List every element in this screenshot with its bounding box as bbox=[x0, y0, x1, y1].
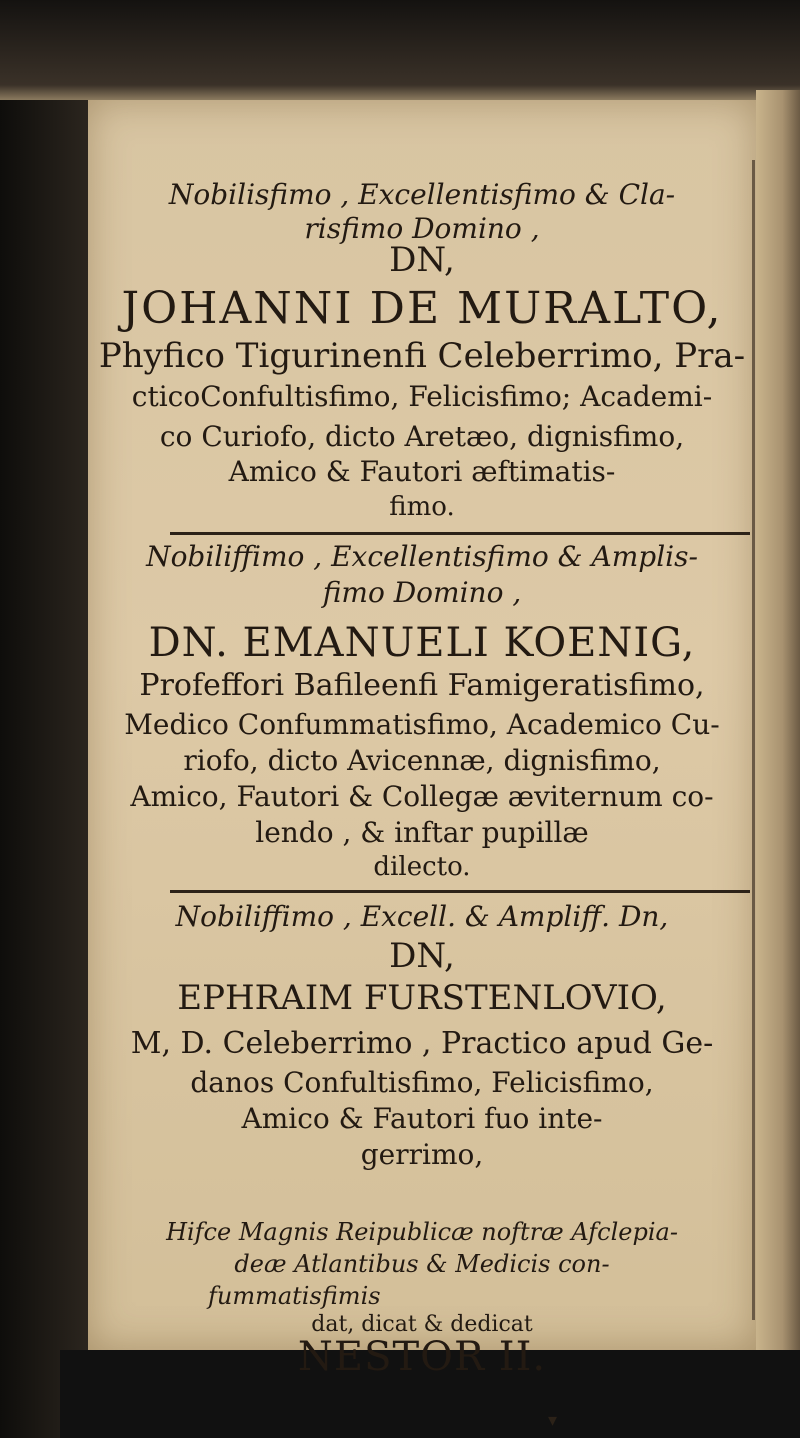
dedication-2-desc-line-4: Amico, Fautori & Collegæ æviternum co- bbox=[130, 780, 714, 813]
dedication-3-desc-line-2: danos Confultisfimo, Felicisfimo, bbox=[190, 1066, 654, 1099]
closing-line-2: deæ Atlantibus & Medicis con- bbox=[234, 1250, 610, 1278]
closing-line-3: fummatisfimis bbox=[208, 1282, 381, 1310]
scan-top-edge bbox=[0, 0, 800, 100]
dedication-2-desc-line-5: lendo , & inftar pupillæ bbox=[255, 816, 589, 849]
page-gutter-line bbox=[752, 160, 755, 1320]
dedication-3-desc-line-4: gerrimo, bbox=[360, 1138, 484, 1171]
dedication-page bbox=[88, 100, 756, 1350]
dedication-2-title-line-1: Nobiliffimo , Excellentisfimo & Amplis- bbox=[146, 540, 698, 573]
dedication-1-title-line-2: risfimo Domino , bbox=[304, 212, 540, 245]
dedication-2-desc-line-2: Medico Confummatisfimo, Academico Cu- bbox=[124, 708, 720, 741]
dedication-1-dn: DN, bbox=[389, 240, 455, 280]
dedication-1-desc-line-4: Amico & Fautori æftimatis- bbox=[228, 455, 616, 488]
section-divider-2 bbox=[170, 890, 750, 893]
dedication-2-desc-line-1: Profeffori Bafileenfi Famigeratisfimo, bbox=[139, 668, 705, 703]
dedication-2-recipient-name: DN. EMANUELI KOENIG, bbox=[148, 620, 696, 666]
dedication-1-desc-line-3: co Curiofo, dicto Aretæo, dignisfimo, bbox=[159, 420, 685, 453]
dedication-2-title-line-2: fimo Domino , bbox=[322, 576, 522, 609]
dedication-3-dn: DN, bbox=[389, 936, 455, 976]
dedication-2-desc-line-3: riofo, dicto Avicennæ, dignisfimo, bbox=[183, 744, 661, 777]
dedication-1-desc-line-5: fimo. bbox=[389, 492, 455, 522]
scan-left-edge bbox=[0, 0, 88, 1438]
dedication-3-desc-line-3: Amico & Fautori fuo inte- bbox=[241, 1102, 603, 1135]
signature: NESTOR II. bbox=[297, 1334, 547, 1380]
dedication-1-desc-line-2: cticoConfultisfimo, Felicisfimo; Academi- bbox=[131, 380, 713, 413]
dedication-2-desc-line-6: dilecto. bbox=[373, 852, 471, 882]
dedication-3-title-line-1: Nobiliffimo , Excell. & Ampliff. Dn, bbox=[175, 900, 669, 933]
adjacent-page-strip bbox=[756, 90, 800, 1360]
dedication-1-recipient-name: JOHANNI DE MURALTO, bbox=[121, 283, 723, 334]
dedication-3-recipient-name: EPHRAIM FURSTENLOVIO, bbox=[177, 978, 667, 1018]
ornament-mark: ▾ bbox=[548, 1410, 558, 1431]
closing-line-1: Hifce Magnis Reipublicæ noftræ Afclepia- bbox=[166, 1218, 678, 1246]
closing-line-4: dat, dicat & dedicat bbox=[311, 1312, 533, 1337]
dedication-1-desc-line-1: Phyfico Tigurinenfi Celeberrimo, Pra- bbox=[98, 336, 746, 376]
dedication-3-desc-line-1: M, D. Celeberrimo , Practico apud Ge- bbox=[130, 1026, 714, 1061]
dedication-1-title-line-1: Nobilisfimo , Excellentisfimo & Cla- bbox=[168, 178, 676, 211]
section-divider-1 bbox=[170, 532, 750, 535]
